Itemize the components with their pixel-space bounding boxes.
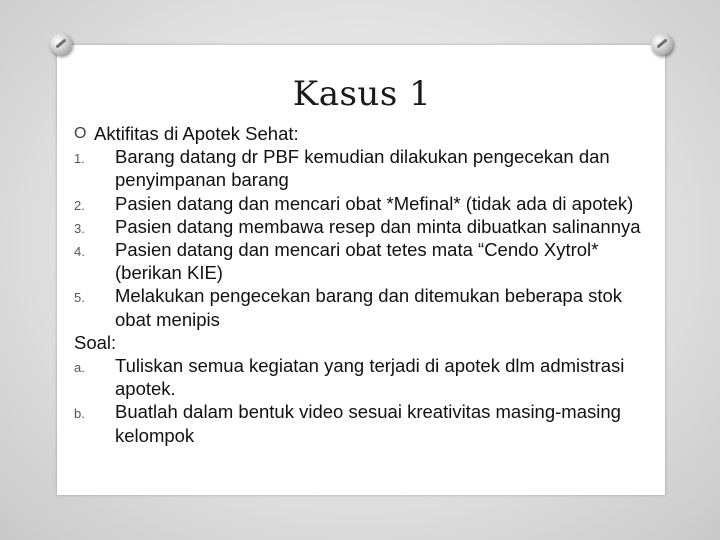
list-marker: 1. <box>74 151 85 167</box>
slide-title: Kasus 1 <box>292 74 432 114</box>
soal-label: Soal: <box>74 331 117 353</box>
intro-line <box>74 122 674 145</box>
list-item-text: Pasien datang dan mencari obat *Mefinal* (tidak ada di apotek) <box>115 192 634 214</box>
list-item-text: Pasien datang membawa resep dan minta dibuatkan salinannya <box>115 215 641 237</box>
soal-heading <box>74 331 674 354</box>
intro-text: Aktifitas di Apotek Sehat: <box>94 123 299 144</box>
list-item <box>74 238 674 261</box>
list-item <box>74 192 674 215</box>
question-text: Buatlah dalam bentuk video sesuai kreativitas masing-masing <box>115 401 621 423</box>
list-item-text: Barang datang dr PBF kemudian dilakukan pengecekan dan <box>115 146 610 168</box>
bullet-marker-icon: O <box>74 125 87 142</box>
list-item-text: Pasien datang dan mencari obat tetes mata “Cendo Xytrol* <box>115 239 599 261</box>
question-text: Tuliskan semua kegiatan yang terjadi di apotek dlm admistrasi <box>115 355 625 377</box>
list-item <box>74 145 674 168</box>
list-marker: 4. <box>74 244 85 260</box>
list-item-continuation <box>74 308 674 331</box>
list-marker: 3. <box>74 220 85 236</box>
question-item <box>74 354 674 377</box>
list-marker: 2. <box>74 197 85 213</box>
question-item <box>74 400 674 423</box>
list-item-continuation <box>74 168 674 191</box>
question-continuation <box>74 424 674 447</box>
question-text: apotek. <box>115 378 176 400</box>
list-item <box>74 284 674 307</box>
list-item-text: penyimpanan barang <box>115 169 289 191</box>
list-item-text: Melakukan pengecekan barang dan ditemukan beberapa stok <box>115 285 623 307</box>
question-continuation <box>74 377 674 400</box>
list-item-text: (berikan KIE) <box>115 262 223 284</box>
question-text: kelompok <box>115 424 195 446</box>
pushpin-icon <box>651 33 673 55</box>
list-item-text: obat menipis <box>115 308 220 330</box>
question-marker: b. <box>74 406 85 422</box>
question-marker: a. <box>74 360 85 376</box>
list-item-continuation <box>74 261 674 284</box>
pushpin-icon <box>50 33 72 55</box>
list-item <box>74 215 674 238</box>
slide-body <box>74 122 674 447</box>
list-marker: 5. <box>74 290 85 306</box>
